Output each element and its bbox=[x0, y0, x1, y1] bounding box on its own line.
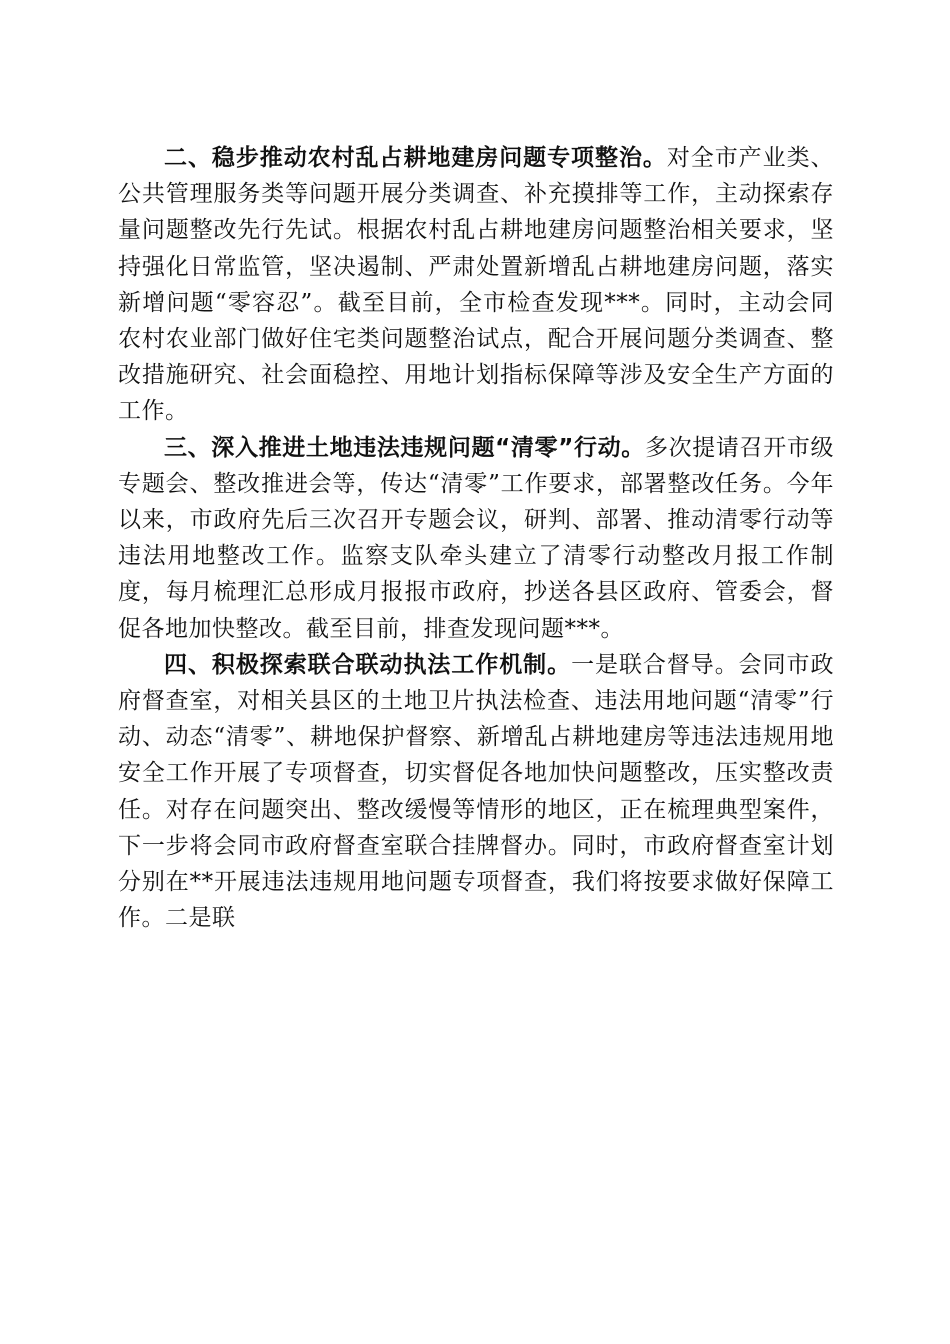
section-body-4: 一是联合督导。会同市政府督查室，对相关县区的土地卫片执法检查、违法用地问题“清零”行动、动态“清零”、耕地保护督察、新增乱占耕地建房等违法违规用地安全工作开展了专项督查，切实督促各地加快问题整改，压实整改责任。对存在问题突出、整改缓慢等情形的地区，正在梳理典型案件，下一步将会同市政府督查室联合挂牌督办。同时，市政府督查室计划分别在**开展违法违规用地问题专项督查，我们将按要求做好保障工作。二是联 bbox=[118, 651, 835, 932]
paragraph-joint-enforcement bbox=[118, 647, 834, 937]
section-body-3: 多次提请召开市级专题会、整改推进会等，传达“清零”工作要求，部署整改任务。今年以来，市政府先后三次召开专题会议，研判、部署、推动清零行动等违法用地整改工作。监察支队牵头建立了清零行动整改月报工作制度，每月梳理汇总形成月报报市政府，抄送各县区政府、管委会，督促各地加快整改。截至目前，排查发现问题***。 bbox=[118, 434, 835, 642]
section-heading-4: 四、积极探索联合联动执法工作机制。 bbox=[164, 651, 572, 678]
section-heading-2: 二、稳步推动农村乱占耕地建房问题专项整治。 bbox=[164, 145, 667, 171]
section-body-2: 对全市产业类、公共管理服务类等问题开展分类调查、补充摸排等工作，主动探索存量问题整改先行先试。根据农村乱占耕地建房问题整治相关要求，坚持强化日常监管，坚决遏制、严肃处置新增乱占耕地建房问题，落实新增问题“零容忍”。截至目前，全市检查发现***。同时，主动会同农村农业部门做好住宅类问题整治试点，配合开展问题分类调查、整改措施研究、社会面稳控、用地计划指标保障等涉及安全生产方面的工作。 bbox=[118, 145, 835, 425]
document-page bbox=[118, 140, 834, 936]
paragraph-rural-housing bbox=[118, 140, 834, 430]
paragraph-clearance-action bbox=[118, 430, 834, 647]
section-heading-3: 三、深入推进土地违法违规问题“清零”行动。 bbox=[164, 434, 645, 461]
